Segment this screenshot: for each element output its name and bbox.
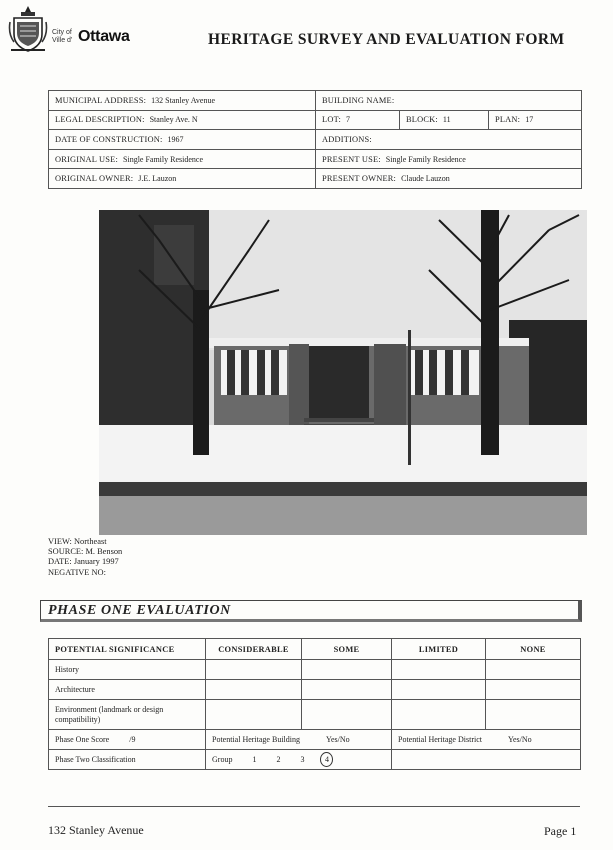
building-name-label: BUILDING NAME: [322, 95, 395, 105]
rating-cell [392, 700, 486, 730]
rating-cell [206, 700, 302, 730]
rating-cell [206, 660, 302, 680]
legal-description-label: LEGAL DESCRIPTION: [55, 115, 145, 125]
block-value: 11 [442, 115, 451, 125]
present-use-label: PRESENT USE: [322, 154, 381, 164]
group-selection-cell [206, 750, 392, 770]
date-of-construction-cell [49, 130, 316, 150]
phase-one-score-value: /9 [129, 735, 136, 744]
original-owner-value: J.E. Lauzon [138, 174, 177, 184]
table-row [49, 110, 582, 130]
form-title: HERITAGE SURVEY AND EVALUATION FORM [208, 31, 565, 48]
phase-one-score-cell [49, 730, 206, 750]
logo-wordmark: Ottawa [78, 28, 130, 45]
potential-heritage-building-cell [206, 730, 392, 750]
rating-cell [486, 700, 581, 730]
present-use-value: Single Family Residence [385, 154, 466, 164]
present-owner-cell [316, 169, 582, 189]
criterion-label: Environment (landmark or design compatibility) [49, 700, 206, 730]
present-owner-value: Claude Lauzon [401, 174, 450, 184]
lot-cell [316, 110, 400, 130]
municipal-address-value: 132 Stanley Avenue [151, 95, 216, 105]
potential-heritage-district-label: Potential Heritage District [398, 735, 482, 744]
additions-cell [316, 130, 582, 150]
column-header: LIMITED [392, 639, 486, 660]
rating-cell [302, 660, 392, 680]
original-use-value: Single Family Residence [123, 154, 204, 164]
plan-value: 17 [525, 115, 534, 125]
table-row [49, 91, 582, 111]
group-label: Group [212, 755, 233, 764]
table-header-row [49, 639, 581, 660]
rating-cell [392, 660, 486, 680]
block-cell [400, 110, 489, 130]
property-info-table [48, 90, 582, 189]
potential-heritage-district-value: Yes/No [507, 735, 532, 744]
potential-heritage-district-cell [392, 730, 581, 750]
potential-heritage-building-label: Potential Heritage Building [212, 735, 300, 744]
logo-small-line1: City of [52, 29, 72, 36]
criterion-label: Architecture [49, 680, 206, 700]
phase-two-classification-label: Phase Two Classification [49, 750, 206, 770]
municipal-address-label: MUNICIPAL ADDRESS: [55, 95, 147, 105]
column-header: SOME [302, 639, 392, 660]
building-name-cell [316, 91, 582, 111]
group-option: 2 [276, 755, 281, 764]
table-row [49, 169, 582, 189]
table-row [49, 700, 581, 730]
group-option: 1 [252, 755, 257, 764]
evaluation-table [48, 638, 581, 770]
present-owner-label: PRESENT OWNER: [322, 174, 397, 184]
lot-label: LOT: [322, 115, 341, 125]
footer-address: 132 Stanley Avenue [48, 823, 144, 837]
original-owner-label: ORIGINAL OWNER: [55, 174, 134, 184]
building-photo [99, 210, 587, 535]
legal-description-cell [49, 110, 316, 130]
rating-cell [486, 660, 581, 680]
city-of-ottawa-logo [8, 4, 128, 56]
municipal-address-cell [49, 91, 316, 111]
original-use-cell [49, 149, 316, 169]
logo-small-line2: Ville d' [52, 37, 73, 44]
group-option-selected: 4 [320, 752, 333, 767]
footer-divider [48, 806, 580, 807]
table-row [49, 680, 581, 700]
column-header: CONSIDERABLE [206, 639, 302, 660]
plan-cell [489, 110, 582, 130]
page-number: Page 1 [544, 824, 577, 838]
original-use-label: ORIGINAL USE: [55, 154, 119, 164]
present-use-cell [316, 149, 582, 169]
column-header: POTENTIAL SIGNIFICANCE [49, 639, 206, 660]
caption-source: SOURCE: M. Benson [48, 547, 123, 557]
table-row [49, 730, 581, 750]
original-owner-cell [49, 169, 316, 189]
phase-one-title: PHASE ONE EVALUATION [48, 603, 231, 618]
rating-cell [392, 680, 486, 700]
rating-cell [302, 700, 392, 730]
table-row [49, 750, 581, 770]
lot-value: 7 [346, 115, 350, 125]
group-option: 3 [300, 755, 305, 764]
rating-cell [302, 680, 392, 700]
phase-one-heading-box [40, 600, 582, 622]
logo-bilingual-text [52, 29, 72, 45]
table-row [49, 130, 582, 150]
column-header: NONE [486, 639, 581, 660]
caption-view: VIEW: Northeast [48, 537, 107, 546]
additions-label: ADDITIONS: [322, 134, 372, 144]
table-row [49, 660, 581, 680]
legal-description-value: Stanley Ave. N [149, 115, 198, 125]
date-of-construction-label: DATE OF CONSTRUCTION: [55, 134, 163, 144]
block-label: BLOCK: [406, 115, 438, 125]
photo-caption [48, 537, 122, 578]
phase-one-score-label: Phase One Score [55, 735, 110, 744]
potential-heritage-building-value: Yes/No [325, 735, 350, 744]
plan-label: PLAN: [495, 115, 521, 125]
caption-date: DATE: January 1997 [48, 557, 119, 567]
rating-cell [486, 680, 581, 700]
city-crest-icon [8, 4, 48, 54]
date-of-construction-value: 1967 [167, 134, 184, 144]
table-row [49, 149, 582, 169]
empty-cell [392, 750, 581, 770]
rating-cell [206, 680, 302, 700]
caption-negative-no: NEGATIVE NO: [48, 567, 106, 577]
criterion-label: History [49, 660, 206, 680]
